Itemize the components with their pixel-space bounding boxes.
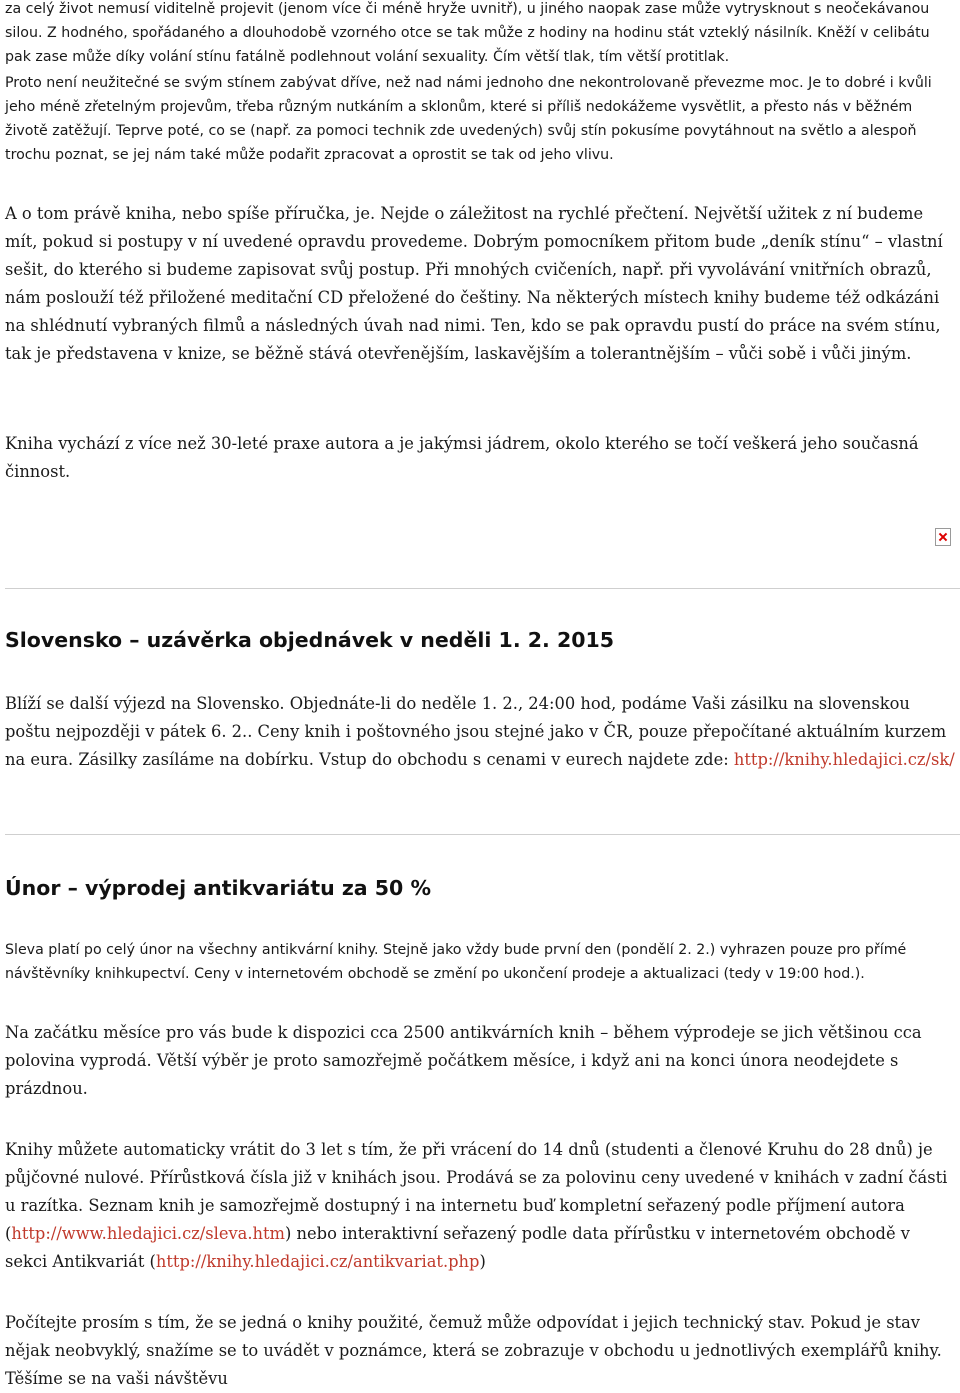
divider [5,588,960,589]
shop-sk-link[interactable]: http://knihy.hledajici.cz/sk/ [733,750,955,769]
post-unor-paragraph-1: Sleva platí po celý únor na všechny antikvární knihy. Stejně jako vždy bude první den (pondělí 2. 2.) vyhrazen pouze pro přímé návštěvníky knihkupectví. Ceny v internetovém obchodě se změní po ukončení prodeje a aktualizaci (tedy v 19:00 hod.). [5,942,907,982]
sleva-link[interactable]: http://www.hledajici.cz/sleva.htm [11,1224,285,1243]
post-unor-paragraph-2: Na začátku měsíce pro vás bude k dispozici cca 2500 antikvárních knih – během výprodeje se jich většinou cca polovina vyprodá. Větší výběr je proto samozřejmě počátkem měsíce, i když ani na konci února neodejdete s prázdnou. [5,1023,922,1098]
intro-paragraph-4: Kniha vychází z více než 30-leté praxe autora a je jakýmsi jádrem, okolo kterého se točí veškerá jeho současná činnost. [5,434,919,481]
antikvariat-link[interactable]: http://knihy.hledajici.cz/antikvariat.php [155,1252,480,1271]
post-unor-paragraph-3 [5,1136,955,1276]
divider [5,834,960,835]
broken-image-icon [935,528,951,546]
post-unor-p3-text-a: Knihy můžete automaticky vrátit do 3 let s tím, že při vrácení do 14 dnů (studenti a členové Kruhu do 28 dnů) je půjčovné nulové. Přírůstková čísla již v knihách jsou. Prodává se za polovinu ceny uvedené v knihách v zadní části u razítka. Seznam knih je samozřejmě dostupný i na internetu buď kompletní seřazený podle příjmení autora ( [5,1140,948,1243]
intro-paragraph-3: A o tom právě kniha, nebo spíše příručka, je. Nejde o záležitost na rychlé přečtení. Největší užitek z ní budeme mít, pokud si postupy v ní uvedené opravdu provedeme. Dobrým pomocníkem přitom bude „deník stínu“ – vlastní sešit, do kterého si budeme zapisovat svůj postup. Při mnohých cvičeních, např. při vyvolávání vnitřních obrazů, nám poslouží též přiložené meditační CD přeložené do češtiny. Na některých místech knihy budeme též odkázáni na shlédnutí vybraných filmů a následných úvah nad nimi. Ten, kdo se pak opravdu pustí do práce na svém stínu, tak je představena v knize, se běžně stává otevřenějším, laskavějším a tolerantnějším – vůči sobě i vůči jiným. [5,204,943,363]
post-unor-paragraph-4: Počítejte prosím s tím, že se jedná o knihy použité, čemuž může odpovídat i jejich technický stav. Pokud je stav nějak neobvyklý, snažíme se to uvádět v poznámce, která se zobrazuje v obchodu u jednotlivých exemplářů knihy. Těšíme se na vaši návštěvu [5,1313,942,1388]
post-title-slovensko: Slovensko – uzávěrka objednávek v neděli 1. 2. 2015 [5,628,614,652]
post-unor-p3-text-b: ) nebo interaktivní seřazený podle data přírůstku v internetovém obchodě v sekci Antikvariát ( [5,1224,910,1271]
intro-paragraph-2: Proto není neužitečné se svým stínem zabývat dříve, než nad námi jednoho dne nekontrolovaně převezme moc. Je to dobré i kvůli jeho méně zřetelným projevům, třeba různým nutkáním a sklonům, které si příliš nedokážeme vysvětlit, a přesto nás v běžném životě zatěžují. Teprve poté, co se (např. za pomoci technik zde uvedených) svůj stín pokusíme povytáhnout na světlo a alespoň trochu poznat, se jej nám také může podařit zpracovat a oprostit se tak od jeho vlivu. [5,75,932,163]
intro-paragraph-1: za celý život nemusí viditelně projevit (jenom více či méně hryže uvnitř), u jiného naopak zase může vytrysknout s neočekávanou silou. Z hodného, spořádaného a dlouhodobě vzorného otce se tak může z hodiny na hodinu stát vzteklý násilník. Kněží v celibátu pak zase může díky volání stínu fatálně podlehnout volání sexuality. Čím větší tlak, tím větší protitlak. [5,1,930,65]
post-slovensko-text [5,690,955,774]
post-slovensko-body: Blíží se další výjezd na Slovensko. Objednáte-li do neděle 1. 2., 24:00 hod, podáme Vaši zásilku na slovenskou poštu nejpozději v pátek 6. 2.. Ceny knih i poštovného jsou stejné jako v ČR, pouze přepočítané aktuálním kurzem na eura. Zásilky zasíláme na dobírku. Vstup do obchodu s cenami v eurech najdete zde: [5,694,947,769]
post-unor-p3-text-c: ) [479,1252,486,1271]
post-title-unor: Únor – výprodej antikvariátu za 50 % [5,876,431,900]
